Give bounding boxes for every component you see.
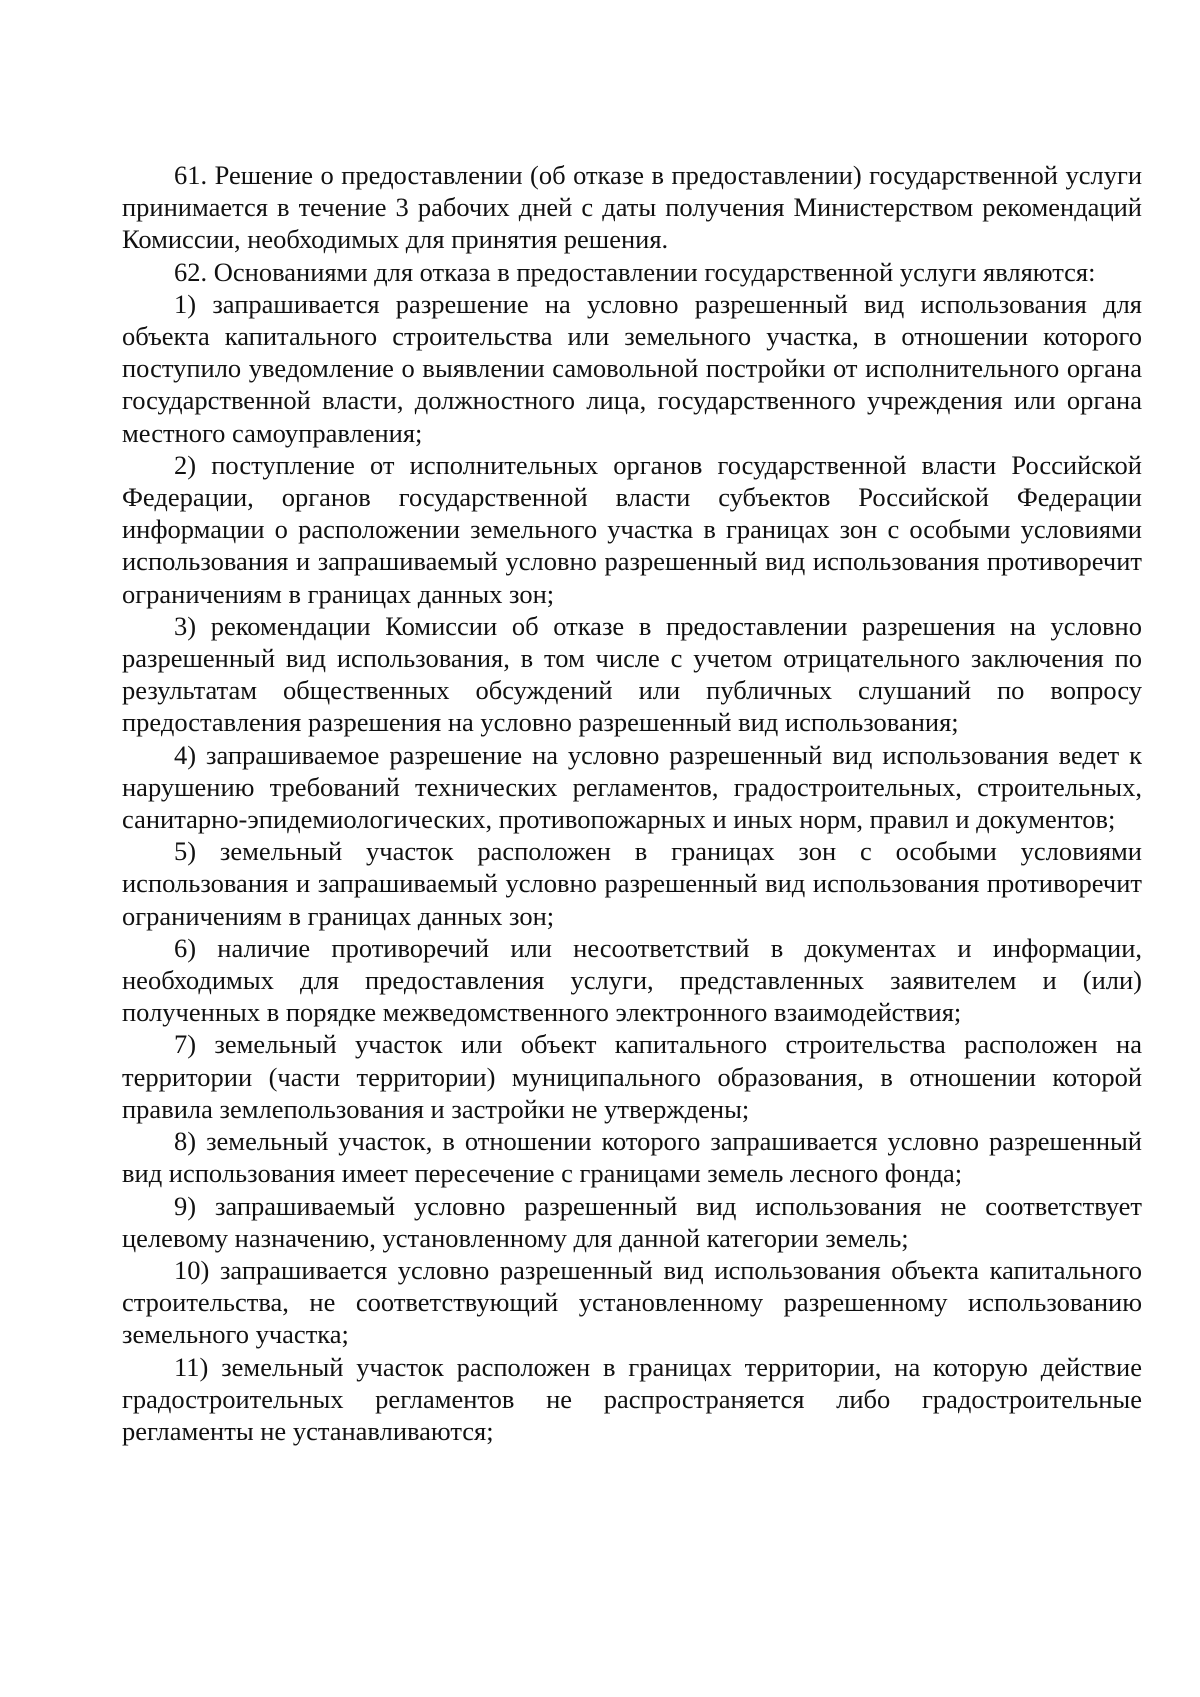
list-item-8: 8) земельный участок, в отношении которого запрашивается условно разрешенный вид использования имеет пересечение с границами земель лесного фонда; [122,1126,1142,1189]
list-item-6: 6) наличие противоречий или несоответствий в документах и информации, необходимых для предоставления услуги, представленных заявителем и (или) полученных в порядке межведомственного электронного взаимодействия; [122,932,1142,1028]
list-item-1: 1) запрашивается разрешение на условно разрешенный вид использования для объекта капитального строительства или земельного участка, в отношении которого поступило уведомление о выявлении самовольной постройки от исполнительного органа государственной власти, должностного лица, государственного учреждения или органа местного самоуправления; [122,288,1142,448]
list-item-7: 7) земельный участок или объект капитального строительства расположен на территории (части территории) муниципального образования, в отношении которой правила землепользования и застройки не утверждены; [122,1029,1142,1124]
paragraph-61: 61. Решение о предоставлении (об отказе в предоставлении) государственной услуги принимается в течение 3 рабочих дней с даты получения Министерством рекомендаций Комиссии, необходимых для принятия решения. [122,160,1142,255]
document-page [122,159,1142,1447]
list-item-11: 11) земельный участок расположен в границах территории, на которую действие градостроительных регламентов не распространяется либо градостроительные регламенты не устанавливаются; [122,1351,1142,1446]
list-item-10: 10) запрашивается условно разрешенный вид использования объекта капитального строительства, не соответствующий установленному разрешенному использованию земельного участка; [122,1254,1142,1350]
list-item-2: 2) поступление от исполнительных органов государственной власти Российской Федерации, органов государственной власти субъектов Российской Федерации информации о расположении земельного участка в границах зон с особыми условиями использования и запрашиваемый условно разрешенный вид использования противоречит ограничениям в границах данных зон; [122,449,1142,609]
list-item-9: 9) запрашиваемый условно разрешенный вид использования не соответствует целевому назначению, установленному для данной категории земель; [122,1190,1142,1253]
list-item-3: 3) рекомендации Комиссии об отказе в предоставлении разрешения на условно разрешенный вид использования, в том числе с учетом отрицательного заключения по результатам общественных обсуждений или публичных слушаний по вопросу предоставления разрешения на условно разрешенный вид использования; [122,610,1142,738]
list-item-5: 5) земельный участок расположен в границах зон с особыми условиями использования и запрашиваемый условно разрешенный вид использования противоречит ограничениям в границах данных зон; [122,836,1142,931]
paragraph-62: 62. Основаниями для отказа в предоставлении государственной услуги являются: [174,256,1096,287]
list-item-4: 4) запрашиваемое разрешение на условно разрешенный вид использования ведет к нарушению требований технических регламентов, градостроительных, строительных, санитарно-эпидемиологических, противопожарных и иных норм, правил и документов; [122,739,1142,835]
